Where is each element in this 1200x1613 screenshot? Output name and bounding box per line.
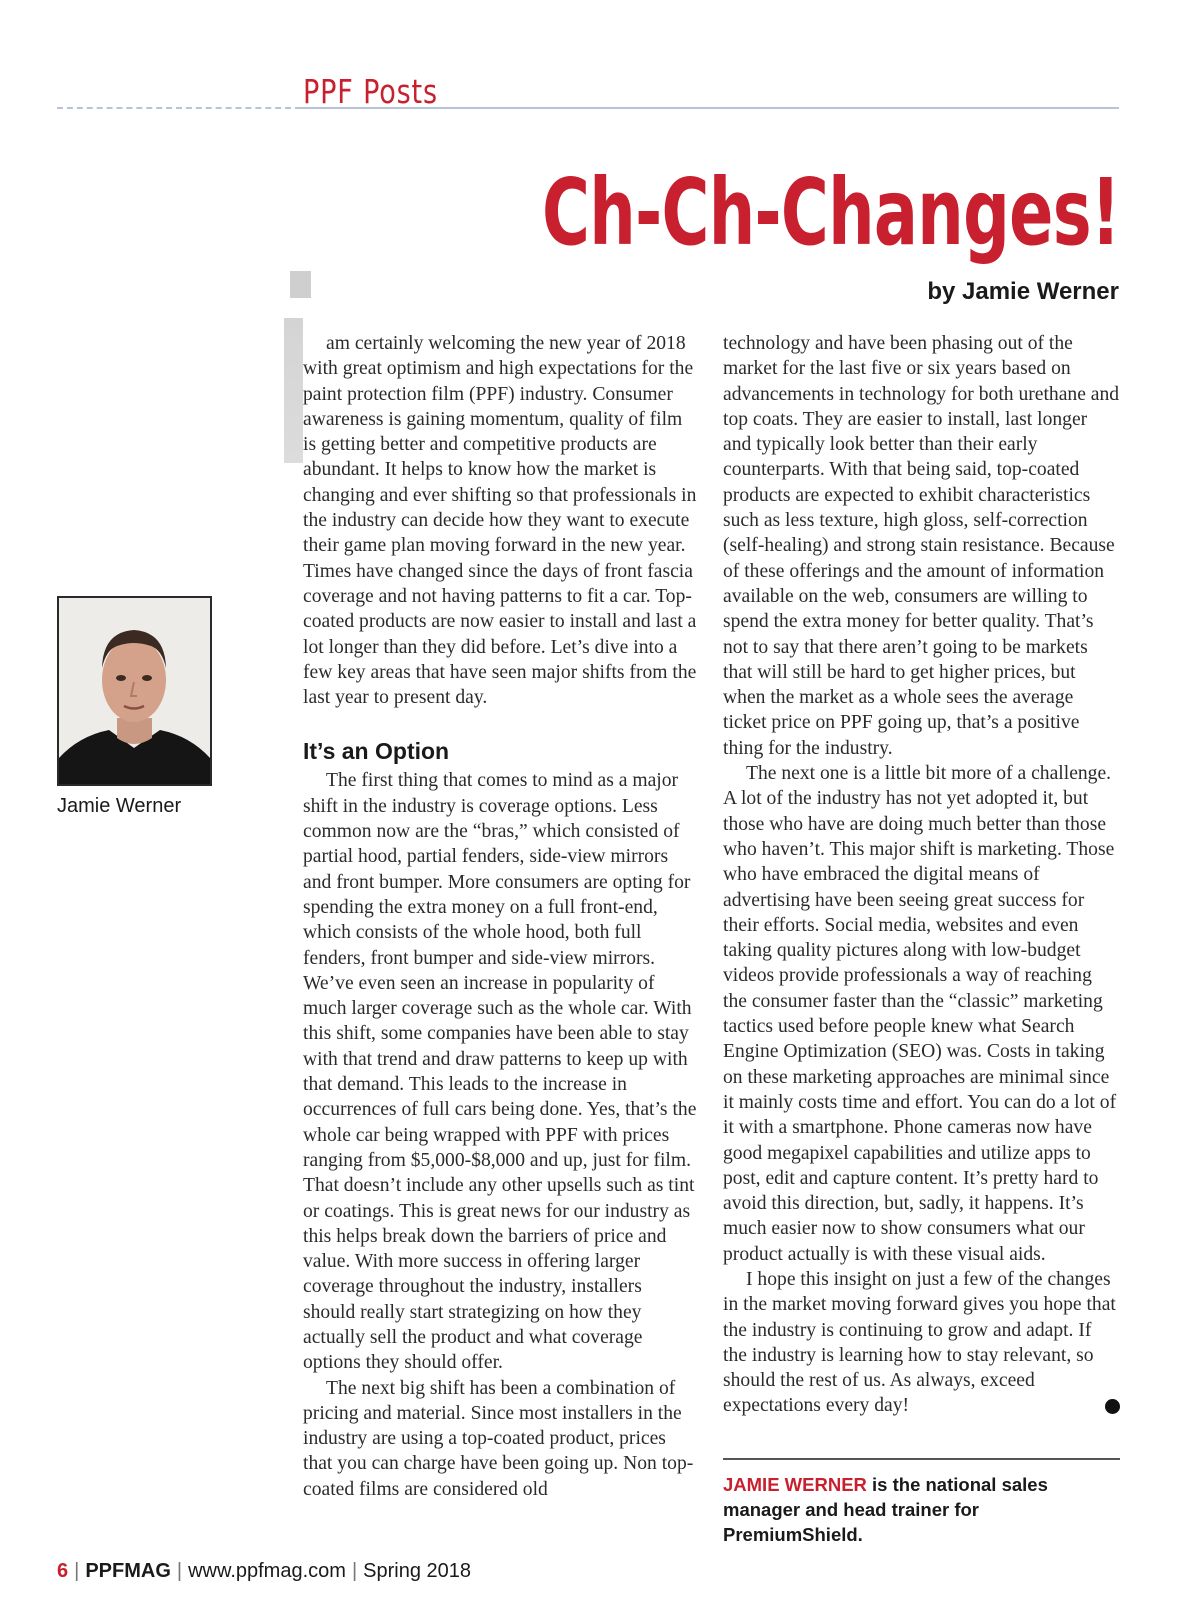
closing-paragraph: I hope this insight on just a few of the changes in the market moving forward gives you hope that the industry is continuing to grow and adapt. If the industry is learning how to stay relevant, so should the rest of us. As always, exceed expectations every day! bbox=[723, 1268, 1116, 1417]
bio-text: is the national sales manager and head trainer for PremiumShield. bbox=[723, 1474, 1048, 1545]
magazine-name: PPFMAG bbox=[85, 1560, 171, 1582]
body-paragraph: The next big shift has been a combination of pricing and material. Since most installers in the industry are using a top-coated product, prices that you can charge have been going up. Non top-coated films are considered old bbox=[303, 1377, 694, 1500]
page-number: 6 bbox=[57, 1560, 69, 1582]
article-title: Ch-Ch-Changes! bbox=[542, 159, 1120, 266]
section-label: PPF Posts bbox=[303, 72, 438, 111]
end-bullet-icon bbox=[1105, 1399, 1120, 1414]
body-paragraph: The first thing that comes to mind as a major shift in the industry is coverage options. Less common now are the “bras,” which consisted of partial hood, partial fenders, side-view mirrors and front bumper. More consumers are opting for spending the extra money on a full front-end, which consists of the whole hood, both full fenders, front bumper and side-view mirrors. We’ve even seen an increase in popularity of much larger coverage such as the whole car. With this shift, some companies have been able to stay with that trend and draw patterns to keep up with that demand. This leads to the increase in occurrences of full cars being done. Yes, that’s the whole car being wrapped with PPF with prices ranging from $5,000-$8,000 and up, just for film. That doesn’t include any other upsells such as tint or coatings. This is great news for our industry as this helps break down the barriers of price and value. With more success in offering larger coverage throughout the industry, installers should really start strategizing on how they actually sell the product and what coverage options they should offer. bbox=[303, 770, 697, 1374]
subhead: It’s an Option bbox=[303, 738, 450, 765]
issue-date: Spring 2018 bbox=[363, 1560, 472, 1582]
author-portrait-image bbox=[59, 598, 210, 784]
header-rule-dashed bbox=[57, 107, 301, 109]
body-paragraph: technology and have been phasing out of the market for the last five or six years based on advancements in technology for both urethane and top coats. They are easier to install, last longer and typically look better than their early counterparts. With that being said, top-coated products are expected to exhibit characteristics such as less texture, high gloss, self-correction (self-healing) and strong stain resistance. Because of these offerings and the amount of information available on the web, consumers are willing to spend the extra money for better quality. That’s not to say that there aren’t going to be markets that will still be hard to get higher prices, but when the market as a whole sees the average ticket price on PPF going up, that’s a positive thing for the industry. bbox=[723, 333, 1120, 759]
author-photo bbox=[57, 596, 212, 786]
page-footer: 6 | PPFMAG | www.ppfmag.com | Spring 2018 bbox=[57, 1560, 472, 1582]
magazine-url: www.ppfmag.com bbox=[188, 1560, 346, 1582]
body-paragraph: The next one is a little bit more of a challenge. A lot of the industry has not yet adopted it, but those who have are doing much better than those who haven’t. This major shift is marketing. Those who have embraced the digital means of advertising have been seeing great success for their efforts. Social media, websites and even taking quality pictures along with low-budget videos provide professionals a way of reaching the consumer faster than the “classic” marketing tactics used before people knew what Search Engine Optimization (SEO) was. Costs in taking on these marketing approaches are minimal since it mainly costs time and effort. You can do a lot of it with a smartphone. Phone cameras now have good megapixel capabilities and utilize apps to post, edit and capture content. It’s pretty hard to avoid this direction, but, sadly, it happens. It’s much easier now to show consumers what our product actually is with these visual aids. bbox=[723, 763, 1117, 1265]
photo-caption: Jamie Werner bbox=[57, 795, 182, 817]
bio-rule bbox=[723, 1458, 1120, 1460]
header-rule-solid bbox=[301, 107, 1119, 109]
author-bio bbox=[723, 1472, 1120, 1547]
article-column-right bbox=[723, 331, 1120, 1419]
article-byline: by Jamie Werner bbox=[927, 278, 1119, 305]
bio-name: JAMIE WERNER bbox=[723, 1474, 867, 1495]
article-column-left bbox=[303, 331, 698, 1502]
intro-paragraph: am certainly welcoming the new year of 2018 with great optimism and high expectations for the paint protection film (PPF) industry. Consumer awareness is gaining momentum, quality of film is getting better and competitive products are abundant. It helps to know how the market is changing and ever shifting so that professionals in the industry can decide how they want to execute their game plan moving forward in the new year. Times have changed since the days of front fascia coverage and not having patterns to fit a car. Top-coated products are now easier to install and last a lot longer than they did before. Let’s dive into a few key areas that have seen major shifts from the last year to present day. bbox=[303, 333, 697, 709]
